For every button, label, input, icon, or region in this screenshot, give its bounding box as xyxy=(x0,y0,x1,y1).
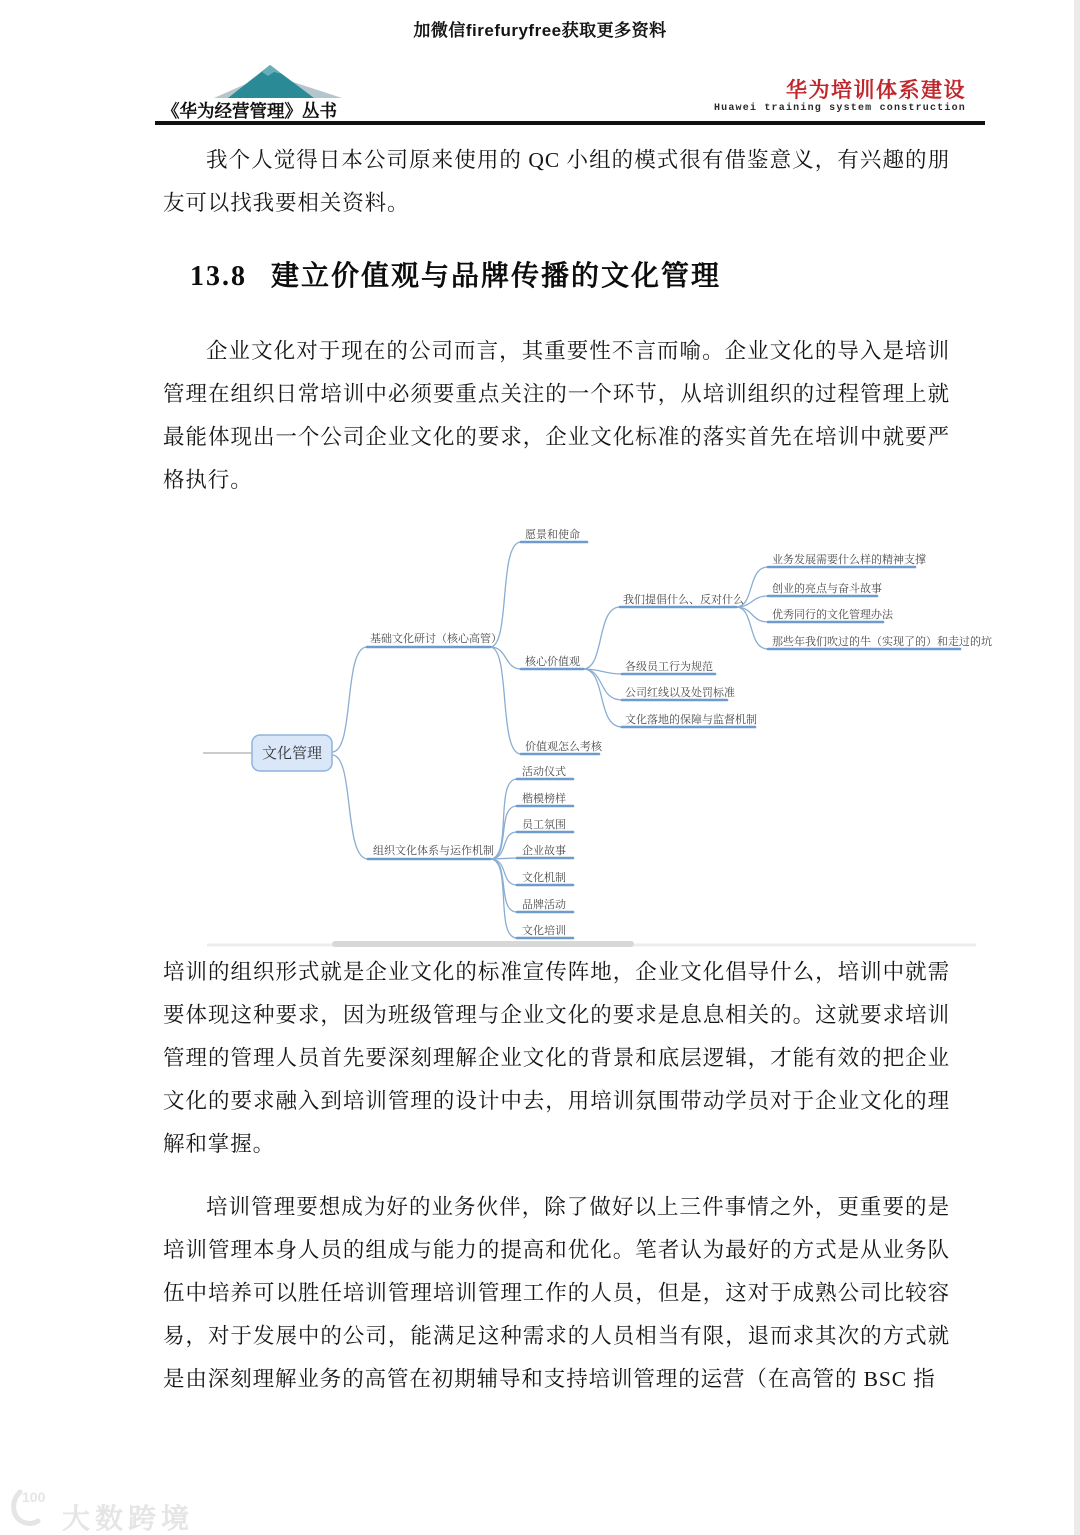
book-title: 华为培训体系建设 xyxy=(786,79,966,102)
mindmap-node-label: 业务发展需要什么样的精神支撑 xyxy=(772,554,926,566)
body-paragraph-1: 我个人觉得日本公司原来使用的 QC 小组的模式很有借鉴意义，有兴趣的朋友可以找我要相关资料。 xyxy=(163,148,950,215)
body-paragraph-2: 企业文化对于现在的公司而言，其重要性不言而喻。企业文化的导入是培训管理在组织日常培训中必须要重点关注的一个环节，从培训组织的过程管理上就最能体现出一个公司企业文化的要求，企业文化标准的落实首先在培训中就要严格执行。 xyxy=(163,339,950,492)
watermark xyxy=(10,1486,194,1533)
body-paragraph-3: 培训的组织形式就是企业文化的标准宣传阵地，企业文化倡导什么，培训中就需要体现这种要求，因为班级管理与企业文化的要求是息息相关的。这就要求培训管理的管理人员首先要深刻理解企业文化的背景和底层逻辑，才能有效的把企业文化的要求融入到培训管理的设计中去，用培训氛围带动学员对于企业文化的理解和掌握。 xyxy=(163,960,950,1156)
mindmap-root-label: 文化管理 xyxy=(261,745,323,762)
mindmap-node-label: 企业故事 xyxy=(522,845,566,857)
culture-management-mindmap xyxy=(195,495,1015,960)
page-edge-shadow xyxy=(1074,0,1080,1535)
mindmap-node-label: 那些年我们吹过的牛（实现了的）和走过的坑 xyxy=(772,636,992,648)
scrollbar-thumb[interactable] xyxy=(332,941,634,947)
mindmap-node-label: 活动仪式 xyxy=(522,766,566,778)
section-heading xyxy=(190,254,721,294)
mindmap-node-label: 价值观怎么考核 xyxy=(525,741,602,753)
mindmap-node-label: 文化机制 xyxy=(522,872,566,884)
watermark-text: 大数跨境 xyxy=(62,1503,195,1534)
svg-text:100: 100 xyxy=(22,1489,46,1505)
mindmap-node-label: 文化培训 xyxy=(522,925,566,937)
mindmap-node-label: 优秀同行的文化管理办法 xyxy=(772,609,893,621)
mindmap-node-label: 组织文化体系与运作机制 xyxy=(373,845,494,857)
mindmap-node-label: 基础文化研讨（核心高管） xyxy=(370,633,502,645)
mindmap-node-label: 愿景和使命 xyxy=(525,529,580,541)
mindmap-node-label: 员工氛围 xyxy=(522,819,566,831)
mindmap-node-label: 公司红线以及处罚标准 xyxy=(625,687,735,699)
section-number: 13.8 xyxy=(190,261,247,292)
mindmap-node-label: 我们提倡什么、反对什么 xyxy=(623,594,744,606)
header-rule xyxy=(155,121,985,125)
book-subtitle: Huawei training system construction xyxy=(713,103,966,114)
mindmap-node-label: 楷模榜样 xyxy=(522,793,566,805)
mindmap-node-label: 核心价值观 xyxy=(525,656,580,668)
series-title: 《华为经营管理》丛书 xyxy=(162,101,337,121)
wechat-notice-text: 加微信firefuryfree获取更多资料 xyxy=(413,21,667,40)
mindmap-node-label: 文化落地的保障与监督机制 xyxy=(625,714,757,726)
section-title: 建立价值观与品牌传播的文化管理 xyxy=(271,261,722,292)
mindmap-node-label: 品牌活动 xyxy=(522,899,566,911)
mindmap-node-label: 创业的亮点与奋斗故事 xyxy=(772,583,882,595)
mindmap-node-label: 各级员工行为规范 xyxy=(625,661,713,673)
body-paragraph-4: 培训管理要想成为好的业务伙伴，除了做好以上三件事情之外，更重要的是培训管理本身人员的组成与能力的提高和优化。笔者认为最好的方式是从业务队伍中培养可以胜任培训管理培训管理工作的人员，但是，这对于成熟公司比较容易，对于发展中的公司，能满足这种需求的人员相当有限，退而求其次的方式就是由深刻理解业务的高管在初期辅导和支持培训管理的运营（在高管的 BSC 指 xyxy=(163,1195,950,1391)
dashu-100-logo xyxy=(10,1486,54,1533)
